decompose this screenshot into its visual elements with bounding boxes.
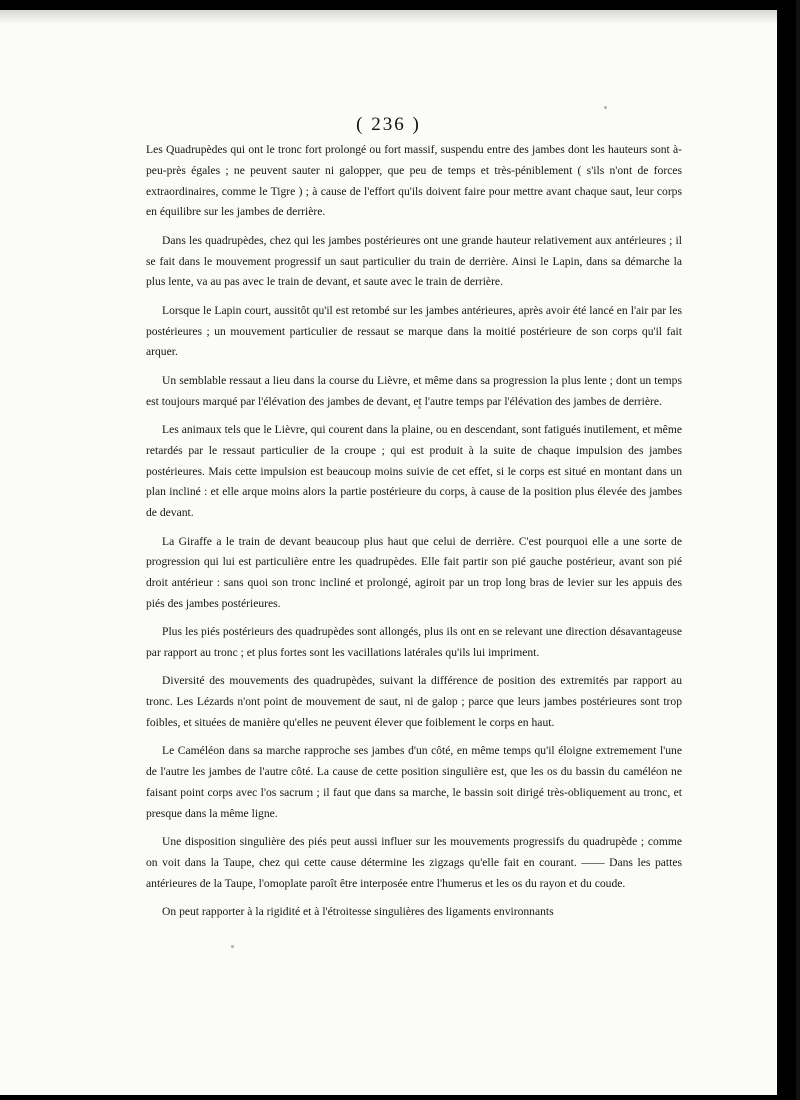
paragraph-9: Le Caméléon dans sa marche rapproche ses jambes d'un côté, en même temps qu'il éloigne extremement l'une de l'autre les jambes de l'autre côté. La cause de cette position singulière est, que les os du bassin du caméléon ne faisant point corps avec l'os sacrum ; il faut que dans sa marche, le bassin soit dirigé très-obliquement au tronc, et presque dans la même ligne.	[146, 744, 682, 820]
paragraph-10: Une disposition singulière des piés peut aussi influer sur les mouvements progressifs du quadrupède ; comme on voit dans la Taupe, chez qui cette cause détermine les zigzags qu'elle fait en courant. —— Dans les pattes antérieures de la Taupe, l'omoplate paroît être interposée entre l'humerus et les os du rayon et du coude.	[146, 835, 682, 890]
paragraph-1: Les Quadrupèdes qui ont le tronc fort prolongé ou fort massif, suspendu entre des jambes dont les hauteurs sont à-peu-près égales ; ne peuvent sauter ni galopper, que peu de temps et très-péniblement ( s'ils n'ont de forces extraordinaires, comme le Tigre ) ; à cause de l'effort qu'ils doivent faire pour mettre avant chaque saut, leur corps en équilibre sur les jambes de derrière.	[146, 143, 682, 219]
paragraph-7: Plus les piés postérieurs des quadrupèdes sont allongés, plus ils ont en se relevant une direction désavantageuse par rapport au tronc ; et plus fortes sont les vacillations latérales qu'ils lui impriment.	[146, 625, 682, 660]
page-body	[146, 140, 682, 931]
binding-edge	[796, 0, 800, 1100]
book-page	[0, 10, 777, 1095]
paper-speck	[231, 945, 234, 948]
paragraph-6: La Giraffe a le train de devant beaucoup plus haut que celui de derrière. C'est pourquoi elle a une sorte de progression qui lui est particulière entre les quadrupèdes. Elle fait partir son pié gauche postérieur, avant son pié droit antérieur : sans quoi son tronc incliné et prolongé, agiroit par un trop long bras de levier sur les appuis des piés des jambes postérieures.	[146, 534, 682, 610]
paragraph-11: On peut rapporter à la rigidité et à l'étroitesse singulières des ligaments environnants	[162, 905, 554, 919]
paragraph-5: Les animaux tels que le Lièvre, qui courent dans la plaine, ou en descendant, sont fatigués inutilement, et même retardés par le ressaut particulier de la croupe ; qui est produit à la suite de chaque impulsion des jambes postérieures. Mais cette impulsion est beaucoup moins suivie de cet effet, si le corps est situé en montant dans un plan incliné : et elle arque moins alors la partie postérieure du corps, à cause de la position plus élevée des jambes de devant.	[146, 422, 682, 520]
page-number: ( 236 )	[356, 114, 421, 135]
paragraph-4: Un semblable ressaut a lieu dans la course du Lièvre, et même dans sa progression la plus lente ; dont un temps est toujours marqué par l'élévation des jambes de devant, et l'autre temps par l'élévation des jambes de derrière.	[146, 373, 682, 408]
paragraph-3: Lorsque le Lapin court, aussitôt qu'il est retombé sur les jambes antérieures, après avoir été lancé en l'air par les postérieures ; un mouvement particulier de ressaut se marque dans la moitié postérieure de son corps qu'il fait arquer.	[146, 303, 682, 359]
paragraph-8: Diversité des mouvements des quadrupèdes, suivant la différence de position des extremités par rapport au tronc. Les Lézards n'ont point de mouvement de saut, ni de galop ; parce que leurs jambes postérieures sont trop foibles, et situées de manière qu'elles ne peuvent élever que foiblement le corps en haut.	[146, 674, 682, 730]
scan-shadow-top	[0, 10, 777, 24]
paper-speck	[604, 106, 607, 109]
paragraph-2: Dans les quadrupèdes, chez qui les jambes postérieures ont une grande hauteur relativement aux antérieures ; il se fait dans le mouvement progressif un saut particulier du train de derrière. Ainsi le Lapin, dans sa démarche la plus lente, va au pas avec le train de devant, et saute avec le train de derrière.	[146, 233, 682, 289]
